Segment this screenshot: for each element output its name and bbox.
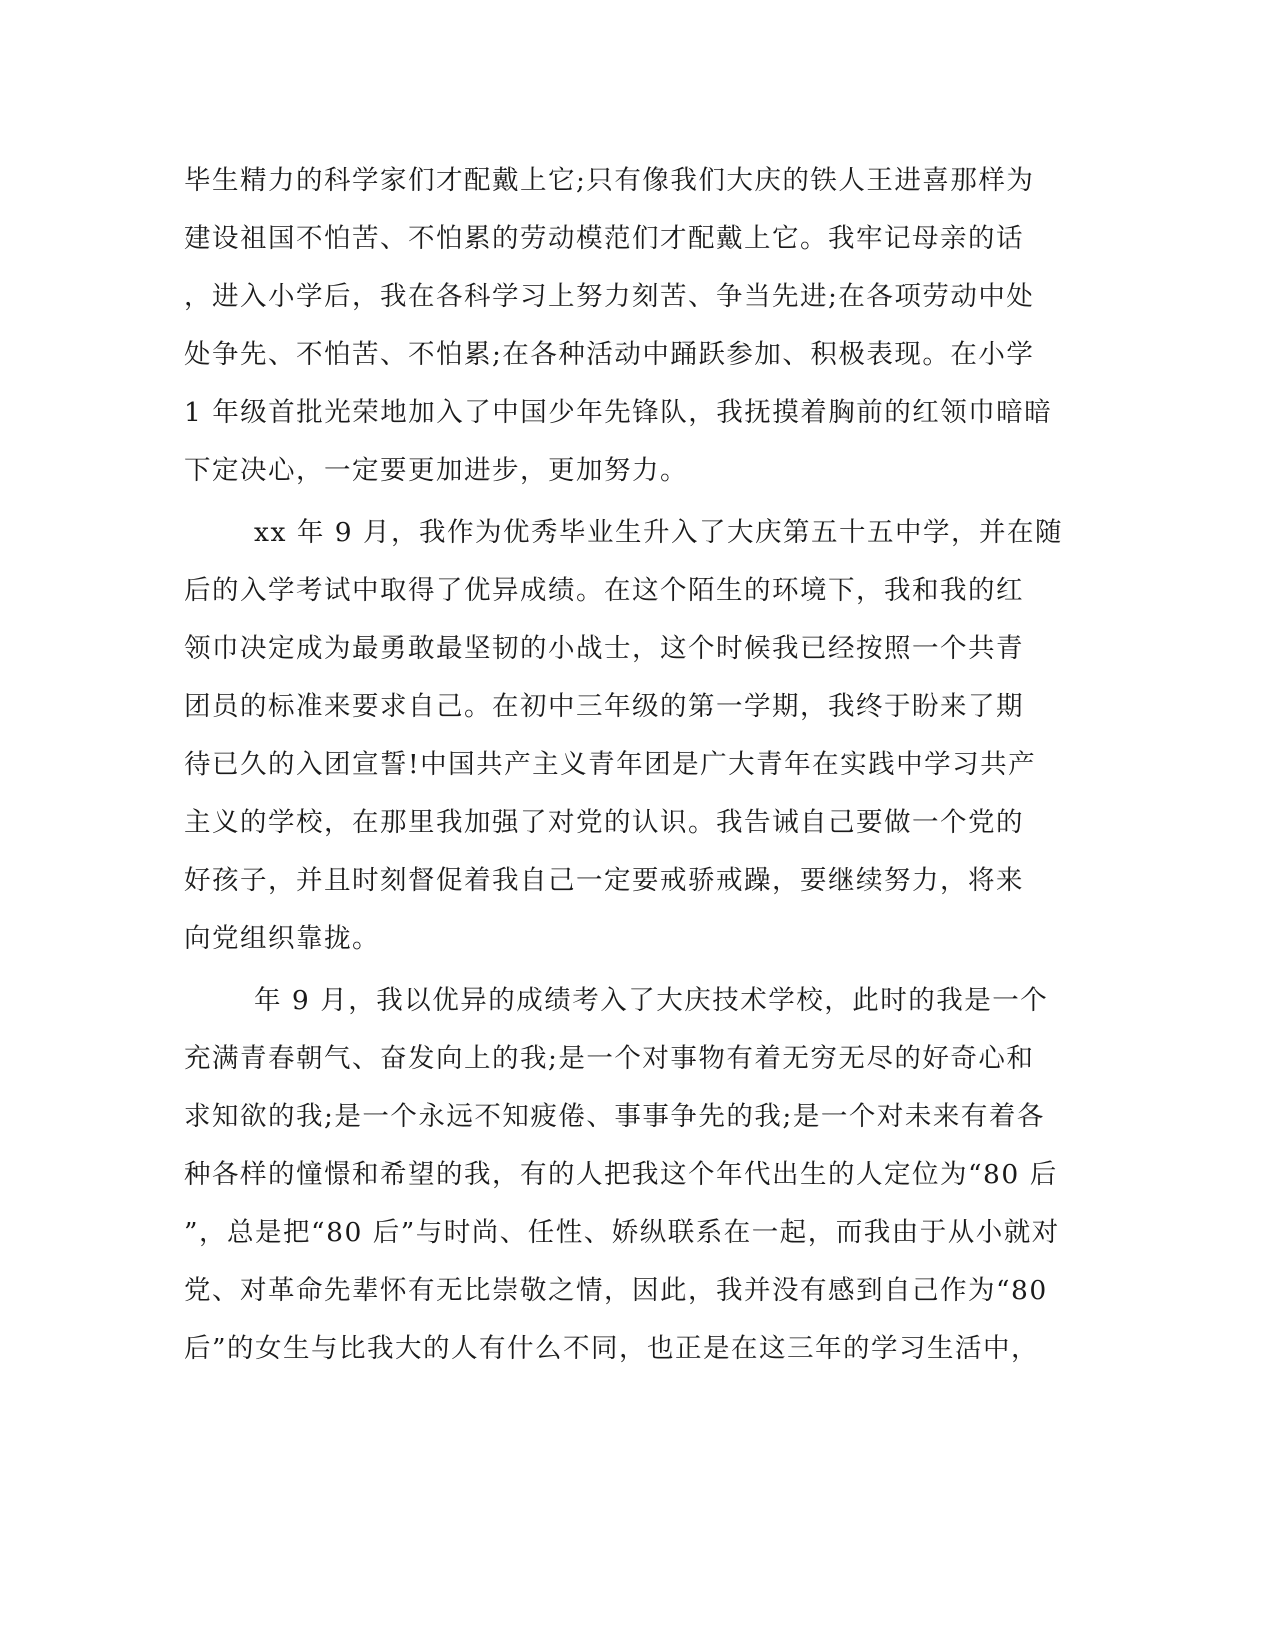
text-line: 充满青春朝气、奋发向上的我;是一个对事物有着无穷无尽的好奇心和 [184, 1043, 1035, 1074]
text-line: 下定决心，一定要更加进步，更加努力。 [184, 455, 688, 486]
text-line: xx 年 9 月，我作为优秀毕业生升入了大庆第五十五中学，并在随 [254, 517, 1064, 548]
text-line: 好孩子，并且时刻督促着我自己一定要戒骄戒躁，要继续努力，将来 [184, 865, 1024, 896]
text-line: 党、对革命先辈怀有无比崇敬之情，因此，我并没有感到自己作为“80 [184, 1275, 1048, 1306]
text-line: 主义的学校，在那里我加强了对党的认识。我告诫自己要做一个党的 [184, 807, 1024, 838]
text-line: 后的入学考试中取得了优异成绩。在这个陌生的环境下，我和我的红 [184, 575, 1024, 606]
text-line: 年 9 月，我以优异的成绩考入了大庆技术学校，此时的我是一个 [254, 985, 1049, 1016]
text-line: 团员的标准来要求自己。在初中三年级的第一学期，我终于盼来了期 [184, 691, 1024, 722]
text-line: 毕生精力的科学家们才配戴上它;只有像我们大庆的铁人王进喜那样为 [184, 165, 1035, 196]
text-line: ”，总是把“80 后”与时尚、任性、娇纵联系在一起，而我由于从小就对 [184, 1217, 1060, 1248]
text-line: 1 年级首批光荣地加入了中国少年先锋队，我抚摸着胸前的红领巾暗暗 [184, 397, 1053, 428]
text-line: 建设祖国不怕苦、不怕累的劳动模范们才配戴上它。我牢记母亲的话 [184, 223, 1024, 254]
text-line: 种各样的憧憬和希望的我，有的人把我这个年代出生的人定位为“80 后 [184, 1159, 1058, 1190]
text-line: 领巾决定成为最勇敢最坚韧的小战士，这个时候我已经按照一个共青 [184, 633, 1024, 664]
text-line: 向党组织靠拢。 [184, 923, 380, 954]
text-line: 求知欲的我;是一个永远不知疲倦、事事争先的我;是一个对未来有着各 [184, 1101, 1045, 1132]
text-line: 后”的女生与比我大的人有什么不同，也正是在这三年的学习生活中， [184, 1333, 1040, 1364]
text-line: 待已久的入团宣誓!中国共产主义青年团是广大青年在实践中学习共产 [184, 749, 1037, 780]
text-line: 处争先、不怕苦、不怕累;在各种活动中踊跃参加、积极表现。在小学 [184, 339, 1035, 370]
text-line: ，进入小学后，我在各科学习上努力刻苦、争当先进;在各项劳动中处 [184, 281, 1035, 312]
